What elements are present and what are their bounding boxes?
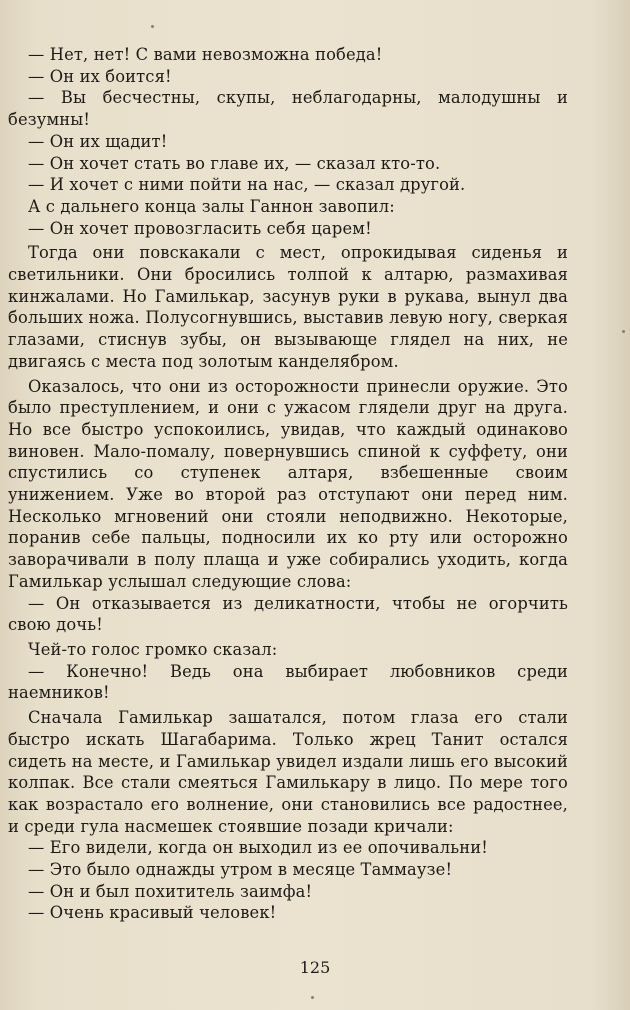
speck-mark [311, 996, 314, 999]
paragraph: — Очень красивый человек! [28, 903, 277, 923]
paragraph: — Его видели, когда он выходил из ее опочивальни! [28, 838, 488, 858]
paragraph: — Это было однажды утром в месяце Таммаузе! [28, 860, 453, 880]
speck-mark [622, 330, 625, 333]
speck-mark [151, 25, 154, 28]
paragraph: — И хочет с ними пойти на нас, — сказал другой. [28, 175, 466, 195]
paragraph: — Конечно! Ведь она выбирает любовников среди наемников! [8, 661, 568, 703]
body-text [8, 44, 568, 924]
paragraph: — Нет, нет! С вами невозможна победа! [28, 45, 383, 64]
paragraph: Сначала Гамилькар зашатался, потом глаза его стали быстро искать Шагабарима. Только жрец Танит остался сидеть на месте, и Гамилькар увидел издали лишь его высокий колпак. Все стали смеяться Гамилькару в лицо. По мере того как возрастало его волнение, они становились все радостнее, и среди гула насмешек стоявшие позади кричали: [8, 708, 568, 836]
paragraph: — Он их боится! [28, 66, 172, 86]
paragraph: — Вы бесчестны, скупы, неблагодарны, малодушны и безумны! [8, 88, 568, 130]
paragraph: А с дальнего конца залы Ганнон завопил: [28, 196, 395, 216]
paragraph: Тогда они повскакали с мест, опрокидывая сиденья и светильники. Они бросились толпой к алтарю, размахивая кинжалами. Но Гамилькар, засунув руки в рукава, вынул два больших ножа. Полусогнувшись, выставив левую ногу, сверкая глазами, стиснув зубы, он вызывающе глядел на них, не двигаясь с места под золотым канделябром. [8, 243, 568, 371]
paragraph: Оказалось, что они из осторожности принесли оружие. Это было преступлением, и они с ужасом глядели друг на друга. Но все быстро успокоились, увидав, что каждый одинаково виновен. Мало-помалу, повернувшись спиной к суффету, они спустились со ступенек алтаря, взбешенные своим унижением. Уже во второй раз отступают они перед ним. Несколько мгновений они стояли неподвижно. Некоторые, поранив себе пальцы, подносили их ко рту или осторожно заворачивали в полу плаща и уже собирались уходить, когда Гамилькар услышал следующие слова: [8, 376, 568, 591]
paragraph: — Он хочет провозгласить себя царем! [28, 218, 372, 238]
paragraph: Чей-то голос громко сказал: [28, 639, 278, 659]
paragraph: — Он отказывается из деликатности, чтобы не огорчить свою дочь! [8, 593, 568, 635]
paragraph: — Он и был похититель заимфа! [28, 881, 313, 901]
paragraph: — Он хочет стать во главе их, — сказал кто-то. [28, 153, 441, 173]
page-number: 125 [299, 958, 331, 977]
paragraph: — Он их щадит! [28, 131, 168, 151]
